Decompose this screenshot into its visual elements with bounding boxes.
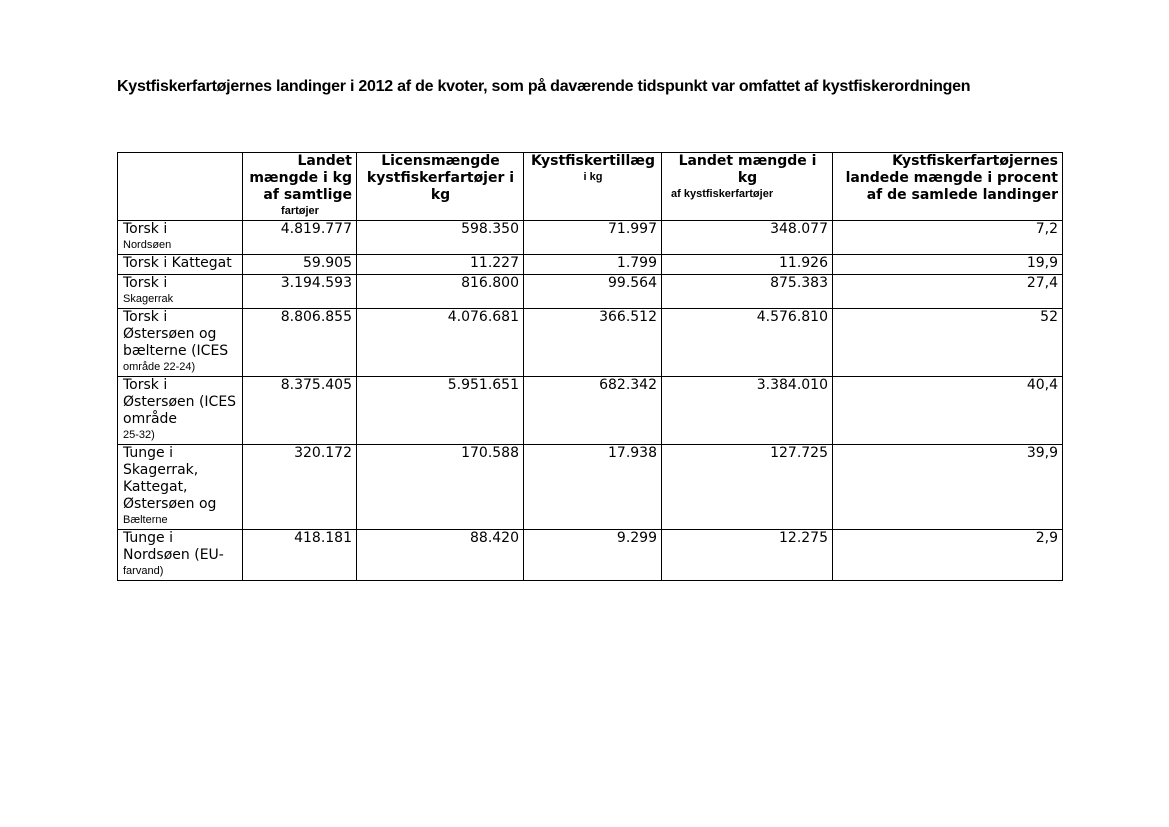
cell-percent: 52 [833, 309, 1063, 377]
header-coastal-supplement [524, 153, 662, 221]
header-license-quantity-label: Licensmængde kystfiskerfartøjer i kg [366, 153, 515, 203]
table-row [118, 530, 1063, 581]
cell-supplement: 71.997 [524, 221, 662, 255]
cell-percent: 27,4 [833, 275, 1063, 309]
cell-total: 3.194.593 [243, 275, 357, 309]
cell-license: 4.076.681 [357, 309, 524, 377]
row-label-small: Skagerrak [123, 293, 174, 305]
cell-percent: 2,9 [833, 530, 1063, 581]
cell-percent: 40,4 [833, 377, 1063, 445]
row-label-main: Torsk i [123, 275, 168, 291]
header-coastal-supplement-label: Kystfiskertillæg [531, 153, 655, 169]
row-label [118, 255, 243, 275]
cell-total: 418.181 [243, 530, 357, 581]
header-percent-of-total-label: Kystfiskerfartøjernes landede mængde i procent af de samlede landinger [845, 153, 1058, 203]
cell-supplement: 1.799 [524, 255, 662, 275]
cell-landed: 4.576.810 [662, 309, 833, 377]
cell-total: 8.375.405 [243, 377, 357, 445]
cell-landed: 12.275 [662, 530, 833, 581]
cell-landed: 11.926 [662, 255, 833, 275]
cell-license: 598.350 [357, 221, 524, 255]
cell-license: 5.951.651 [357, 377, 524, 445]
cell-license: 88.420 [357, 530, 524, 581]
header-percent-of-total [833, 153, 1063, 221]
cell-percent: 19,9 [833, 255, 1063, 275]
row-label-small: Nordsøen [123, 239, 172, 251]
row-label-small: farvand) [123, 565, 164, 577]
landings-table [117, 152, 1063, 581]
row-label [118, 445, 243, 530]
row-label-small: 25-32) [123, 429, 155, 441]
cell-supplement: 17.938 [524, 445, 662, 530]
cell-license: 11.227 [357, 255, 524, 275]
table-row [118, 221, 1063, 255]
header-coastal-landed [662, 153, 833, 221]
header-species [118, 153, 243, 221]
header-total-landed-label: Landet mængde i kg af samtlige [249, 153, 352, 203]
row-label-small: Bælterne [123, 514, 168, 526]
cell-supplement: 99.564 [524, 275, 662, 309]
row-label [118, 309, 243, 377]
cell-total: 8.806.855 [243, 309, 357, 377]
document-title: Kystfiskerfartøjernes landinger i 2012 af de kvoter, som på daværende tidspunkt var omfattet af kystfiskerordningen [117, 78, 971, 95]
row-label [118, 377, 243, 445]
row-label-main: Torsk i Østersøen (ICES område [123, 377, 237, 427]
header-coastal-supplement-sub: i kg [583, 171, 603, 183]
cell-supplement: 682.342 [524, 377, 662, 445]
cell-landed: 3.384.010 [662, 377, 833, 445]
cell-percent: 39,9 [833, 445, 1063, 530]
row-label-main: Tunge i Skagerrak, Kattegat, Østersøen og [123, 445, 217, 512]
row-label-main: Tunge i Nordsøen (EU- [123, 530, 224, 563]
header-total-landed-sub: fartøjer [281, 205, 319, 217]
table-header-row [118, 153, 1063, 221]
cell-supplement: 9.299 [524, 530, 662, 581]
header-license-quantity [357, 153, 524, 221]
cell-license: 816.800 [357, 275, 524, 309]
row-label-small: område 22-24) [123, 361, 196, 373]
table-row [118, 445, 1063, 530]
cell-total: 4.819.777 [243, 221, 357, 255]
table-row [118, 377, 1063, 445]
cell-supplement: 366.512 [524, 309, 662, 377]
row-label [118, 221, 243, 255]
cell-landed: 875.383 [662, 275, 833, 309]
cell-landed: 348.077 [662, 221, 833, 255]
header-coastal-landed-sub: af kystfiskerfartøjer [671, 188, 774, 200]
header-coastal-landed-label: Landet mængde i kg [678, 153, 817, 186]
row-label-main: Torsk i [123, 221, 168, 237]
cell-license: 170.588 [357, 445, 524, 530]
cell-percent: 7,2 [833, 221, 1063, 255]
cell-total: 320.172 [243, 445, 357, 530]
table-row [118, 309, 1063, 377]
row-label [118, 530, 243, 581]
row-label-main: Torsk i Kattegat [123, 255, 232, 271]
header-total-landed [243, 153, 357, 221]
table-row [118, 275, 1063, 309]
cell-total: 59.905 [243, 255, 357, 275]
row-label [118, 275, 243, 309]
cell-landed: 127.725 [662, 445, 833, 530]
table-row [118, 255, 1063, 275]
row-label-main: Torsk i Østersøen og bælterne (ICES [123, 309, 229, 359]
